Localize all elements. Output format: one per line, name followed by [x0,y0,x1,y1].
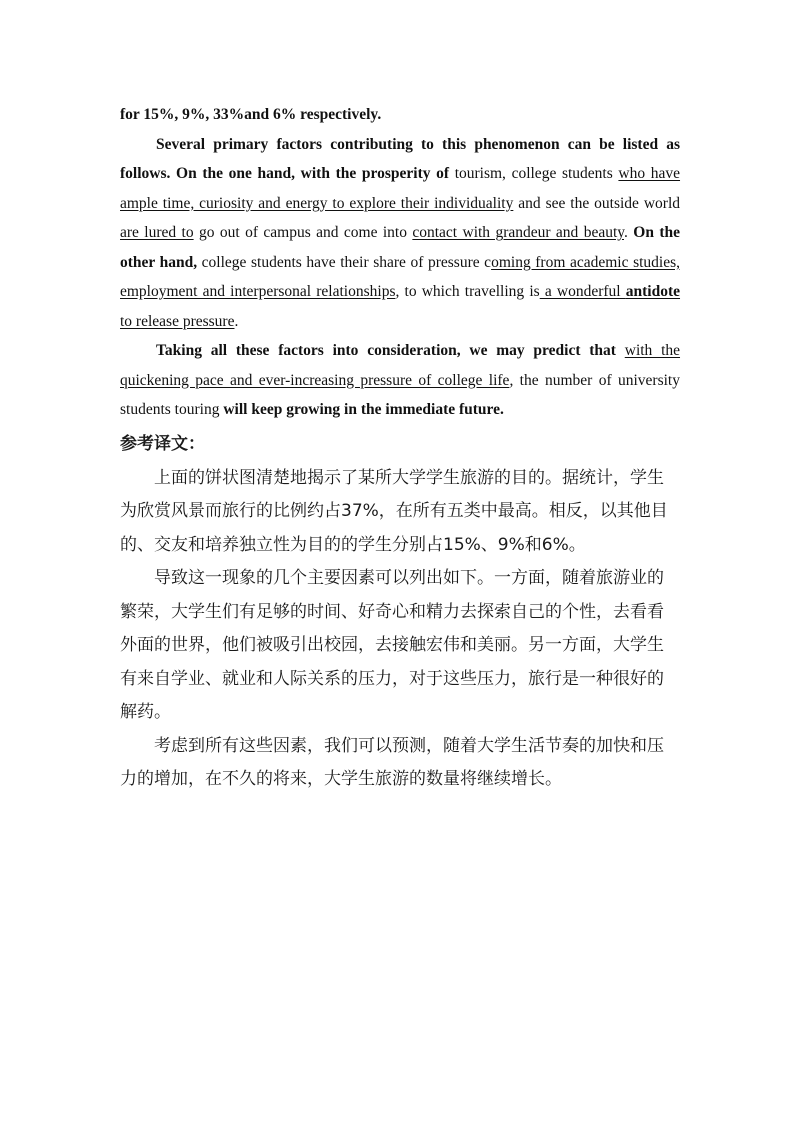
paragraph-conclusion [120,336,680,425]
translation-heading: 参考译文： [120,434,205,454]
underlined-phrase: with the quickening pace and ever-increasing pressure of college life [120,342,681,389]
underlined-phrase: oming from academic studies, employment and interpersonal relationships [120,253,680,300]
translation-paragraph-2: 导致这一现象的几个主要因素可以列出如下。一方面，随着旅游业的繁荣，大学生们有足够的时间、好奇心和精力去探索自己的个性，去看看外面的世界，他们被吸引出校园，去接触宏伟和美丽。另一方面，大学生有来自学业、就业和人际关系的压力，对于这些压力，旅行是一种很好的解药。 [120,568,664,722]
underlined-phrase: who have ample time, curiosity and energy to explore their individuality [120,165,681,212]
chinese-translation [120,428,680,797]
text-run: On the other hand, [120,224,680,271]
text-run: college students have their share of pressure c [197,253,492,271]
text-run: tourism, college students [449,165,619,182]
text-run: and see the outside world [513,194,680,212]
text-run: go out of campus and come into [193,224,413,241]
text-run: . [234,312,239,330]
english-essay [120,100,680,425]
text-run: , to which travelling is [395,283,540,300]
text-run: Taking all these factors into consideration, we may predict that [156,342,616,359]
text-run [616,342,625,359]
translation-paragraph-3: 考虑到所有这些因素，我们可以预测，随着大学生活节奏的加快和压力的增加，在不久的将来，大学生旅游的数量将继续增长。 [120,735,664,789]
paragraph-factors [120,130,680,337]
underlined-phrase: to release pressure [120,312,235,330]
underlined-phrase: contact with grandeur and beauty [412,224,624,241]
text-run: , the number of university students touring [120,371,680,418]
underlined-phrase: a wonderful [539,283,626,300]
underlined-phrase: antidote [625,283,681,300]
text-run: Several primary factors contributing to this phenomenon can be listed as follows. On the one hand, with the prosperity of [120,135,680,182]
underlined-phrase: are lured to [120,224,194,241]
text-run: . [624,224,634,241]
text-run: will keep growing in the immediate future. [223,401,504,418]
translation-paragraph-1: 上面的饼状图清楚地揭示了某所大学学生旅游的目的。据统计，学生为欣赏风景而旅行的比例约占37%，在所有五类中最高。相反，以其他目的、交友和培养独立性为目的的学生分别占15%、9%和6%。 [120,467,668,555]
paragraph-continuation: for 15%, 9%, 33%and 6% respectively. [120,106,382,123]
